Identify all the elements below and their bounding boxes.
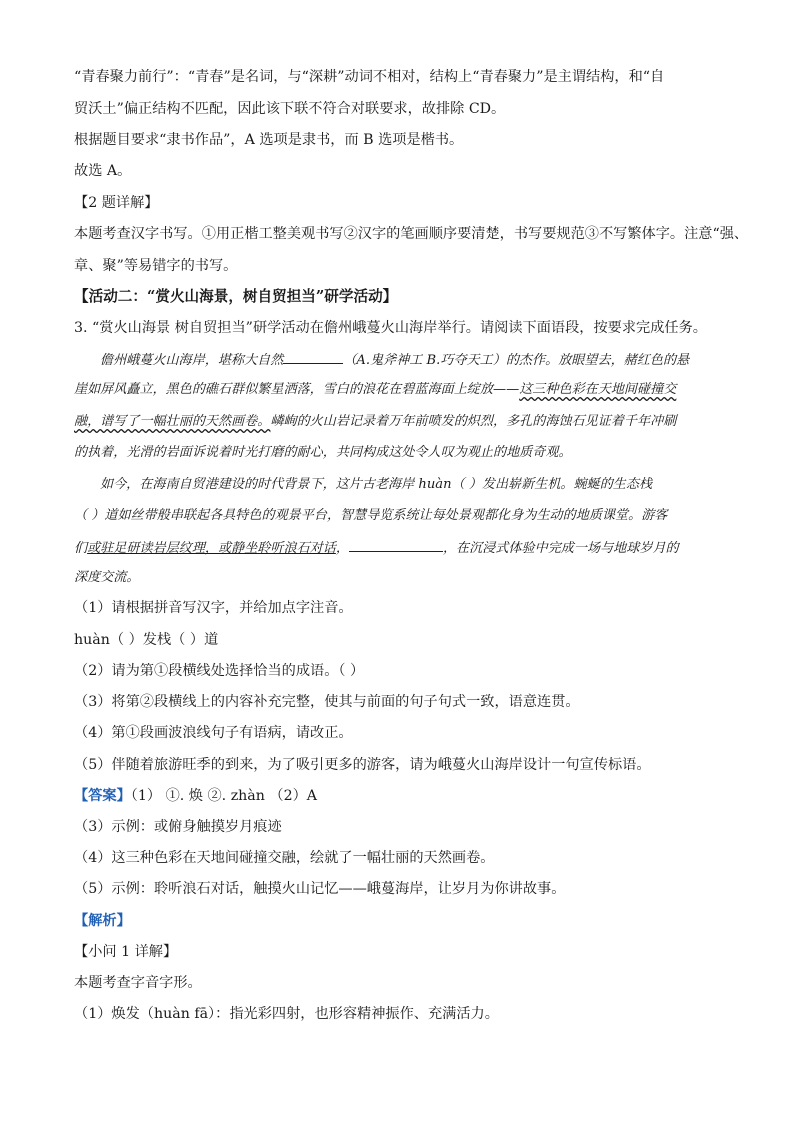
analysis-text: “青春聚力前行”：“青春”是名词，与“深耕”动词不相对，结构上“青春聚力”是主谓结构，和“自 bbox=[74, 69, 665, 85]
passage-line: 的执着，光滑的岩面诉说着时光打磨的耐心，共同构成这处令人叹为观止的地质奇观。 bbox=[74, 445, 572, 460]
answer-line: 【答案】（1） ①. 焕 ②. zhàn （2）A bbox=[74, 788, 318, 804]
answer-line: （5）示例：聆听浪石对话，触摸火山记忆——峨蔓海岸，让岁月为你讲故事。 bbox=[74, 881, 566, 897]
q2-heading: 【2 题详解】 bbox=[74, 195, 159, 211]
analysis-text: 本题考查字音字形。 bbox=[74, 975, 202, 991]
task-item: （5）伴随着旅游旺季的到来，为了吸引更多的游客，请为峨蔓火山海岸设计一句宣传标语。 bbox=[74, 757, 651, 773]
passage-line: （ ）道如丝带般串联起各具特色的观景平台，智慧导览系统让每处景观都化身为生动的地质课堂。游客 bbox=[74, 508, 668, 523]
q2-text: 本题考查汉字书写。①用正楷工整美观书写②汉字的笔画顺序要清楚，书写要规范③不写繁体字。注意“强、 bbox=[74, 226, 749, 242]
underlined-sentence: 或驻足研读岩层纹理，或静坐聆听浪石对话 bbox=[87, 541, 336, 556]
wavy-sentence: 融，谱写了一幅壮丽的天然画卷。 bbox=[74, 414, 271, 429]
passage-line: 融，谱写了一幅壮丽的天然画卷。嶙峋的火山岩记录着万年前喷发的炽烈，多孔的海蚀石见证着千年冲刷 bbox=[74, 414, 677, 429]
analysis-subheading: 【小问 1 详解】 bbox=[74, 944, 178, 960]
answer-label: 【答案】 bbox=[74, 788, 131, 804]
analysis-text: 根据题目要求“隶书作品”，A 选项是隶书，而 B 选项是楷书。 bbox=[74, 132, 464, 148]
q2-text: 章、聚”等易错字的书写。 bbox=[74, 258, 238, 274]
answer-line: （3）示例：或俯身触摸岁月痕迹 bbox=[74, 819, 282, 835]
answer-line: （4）这三种色彩在天地间碰撞交融，绘就了一幅壮丽的天然画卷。 bbox=[74, 850, 495, 866]
passage-line: 儋州峨蔓火山海岸，堪称大自然 （A.鬼斧神工 B.巧夺天工）的杰作。放眼望去，赭红色的悬 bbox=[100, 349, 750, 371]
passage-line: 崖如屏风矗立，黑色的礁石群似繁星洒落，雪白的浪花在碧蓝海面上绽放——这三种色彩在天地间碰撞交 bbox=[74, 382, 677, 397]
passage-line: 如今，在海南自贸港建设的时代背景下，这片古老海岸 huàn（ ）发出崭新生机。蜿蜒的生态栈 bbox=[100, 477, 653, 492]
answer-blank bbox=[283, 349, 343, 364]
answer-blank bbox=[349, 537, 443, 552]
analysis-label: 【解析】 bbox=[74, 913, 131, 929]
wavy-sentence: 这三种色彩在天地间碰撞交 bbox=[519, 382, 677, 397]
passage-line: 们或驻足研读岩层纹理，或静坐聆听浪石对话， ，在沉浸式体验中完成一场与地球岁月的 bbox=[74, 537, 724, 559]
task-item: （3）将第②段横线上的内容补充完整，使其与前面的句子句式一致，语意连贯。 bbox=[74, 694, 580, 710]
analysis-text: 贸沃土”偏正结构不匹配，因此该下联不符合对联要求，故排除 CD。 bbox=[74, 101, 506, 117]
task-fill: huàn（ ）发栈（ ）道 bbox=[74, 632, 219, 648]
task-item: （2）请为第①段横线处选择恰当的成语。（ ） bbox=[74, 663, 365, 679]
question-intro: 3. “赏火山海景 树自贸担当”研学活动在儋州峨蔓火山海岸举行。请阅读下面语段，按要求完成任务。 bbox=[74, 320, 707, 336]
analysis-text: 故选 A。 bbox=[74, 163, 132, 179]
passage-line: 深度交流。 bbox=[74, 570, 140, 585]
activity-title: 【活动二：“赏火山海景，树自贸担当”研学活动】 bbox=[74, 288, 398, 305]
task-item: （4）第①段画波浪线句子有语病，请改正。 bbox=[74, 725, 353, 741]
task-item: （1）请根据拼音写汉字，并给加点字注音。 bbox=[74, 600, 353, 616]
analysis-text: （1）焕发（huàn fā）：指光彩四射，也形容精神振作、充满活力。 bbox=[74, 1006, 499, 1022]
